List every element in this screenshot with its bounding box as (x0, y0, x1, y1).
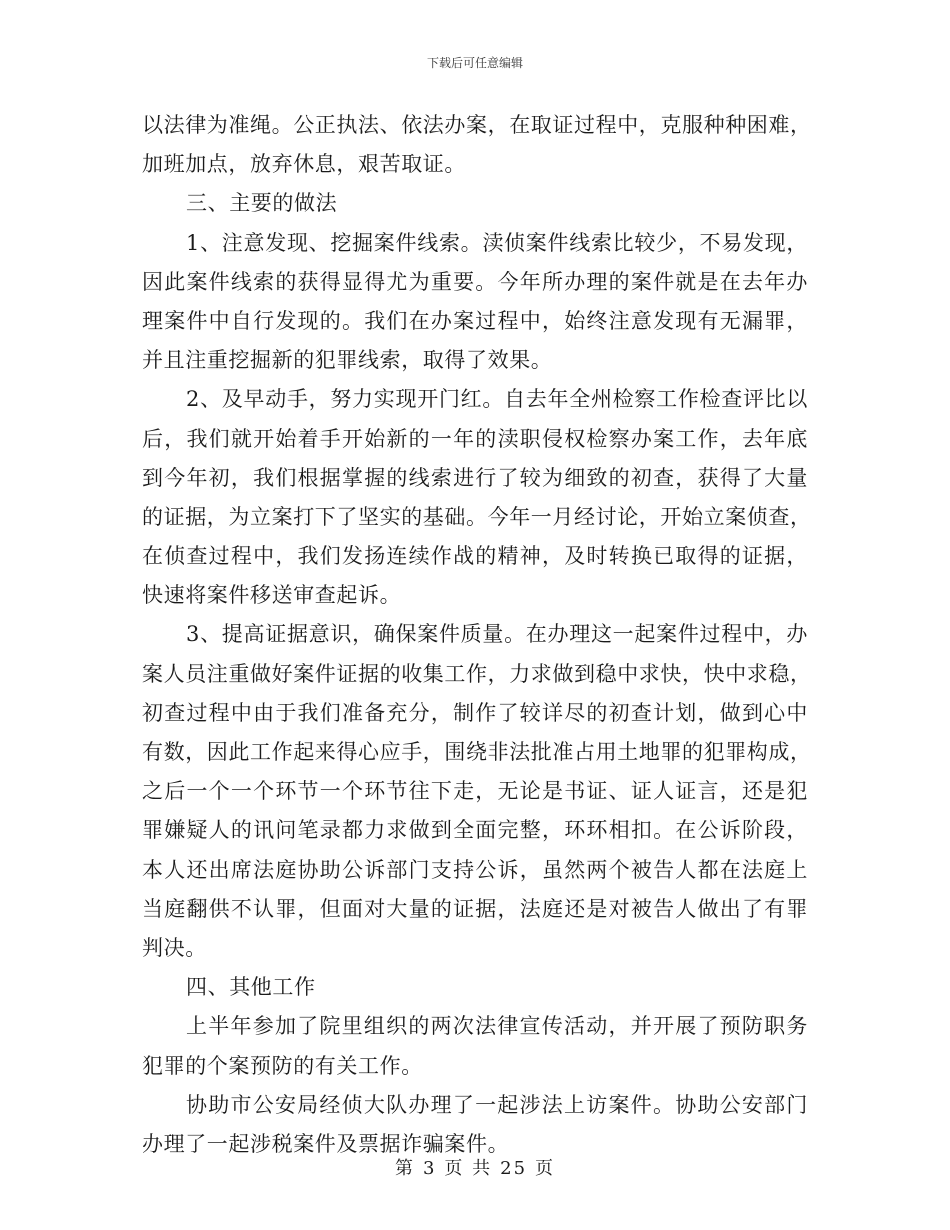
paragraph-line: 因此案件线索的获得显得尤为重要。今年所办理的案件就是在去年办 (142, 269, 808, 294)
paragraph-line: 案人员注重做好案件证据的收集工作，力求做到稳中求快，快中求稳， (142, 661, 812, 686)
paragraph-line: 并且注重挖掘新的犯罪线索，取得了效果。 (142, 348, 553, 373)
paragraph-line: 犯罪的个案预防的有关工作。 (142, 1053, 423, 1078)
paragraph-line: 理案件中自行发现的。我们在办案过程中，始终注意发现有无漏罪， (142, 308, 808, 333)
paragraph-line: 当庭翻供不认罪，但面对大量的证据，法庭还是对被告人做出了有罪 (142, 896, 808, 921)
paragraph-line: 判决。 (142, 935, 207, 960)
section-heading: 四、其他工作 (186, 975, 316, 1000)
paragraph-line: 上半年参加了院里组织的两次法律宣传活动，并开展了预防职务 (186, 1014, 808, 1039)
footer-page-number: 3 (422, 1158, 437, 1179)
paragraph-line: 到今年初，我们根据掌握的线索进行了较为细致的初查，获得了大量 (142, 465, 808, 490)
page-header-note: 下载后可任意编辑 (426, 56, 523, 70)
footer-prefix: 第 (394, 1158, 415, 1179)
paragraph-line: 后，我们就开始着手开始新的一年的渎职侵权检察办案工作，去年底 (142, 426, 808, 451)
page-footer (0, 1154, 950, 1180)
paragraph-line: 有数，因此工作起来得心应手，围绕非法批准占用土地罪的犯罪构成， (142, 740, 812, 764)
paragraph-line: 1、注意发现、挖掘案件线索。渎侦案件线索比较少，不易发现， (186, 230, 808, 255)
paragraph-line: 罪嫌疑人的讯问笔录都力求做到全面完整，环环相扣。在公诉阶段， (142, 818, 808, 843)
footer-middle: 页 共 (444, 1158, 493, 1179)
paragraph-line: 以法律为准绳。公正执法、依法办案，在取证过程中，克服种种困难， (142, 113, 812, 137)
paragraph-line: 初查过程中由于我们准备充分，制作了较详尽的初查计划，做到心中 (142, 700, 808, 725)
footer-suffix: 页 (535, 1158, 556, 1179)
footer-total-pages: 25 (500, 1158, 528, 1179)
paragraph-line: 在侦查过程中，我们发扬连续作战的精神，及时转换已取得的证据， (142, 544, 808, 569)
document-body (142, 106, 812, 1164)
section-heading: 三、主要的做法 (186, 191, 338, 216)
paragraph-line: 快速将案件移送审查起诉。 (142, 583, 402, 608)
paragraph-line: 加班加点，放弃休息，艰苦取证。 (142, 152, 466, 177)
paragraph-line: 本人还出席法庭协助公诉部门支持公诉，虽然两个被告人都在法庭上 (142, 857, 808, 882)
paragraph-line: 协助市公安局经侦大队办理了一起涉法上访案件。协助公安部门 (186, 1092, 808, 1117)
paragraph-line: 的证据，为立案打下了坚实的基础。今年一月经讨论，开始立案侦查， (142, 504, 812, 529)
paragraph-line: 2、及早动手，努力实现开门红。自去年全州检察工作检查评比以 (186, 387, 808, 412)
paragraph-line: 办理了一起涉税案件及票据诈骗案件。 (142, 1131, 510, 1156)
paragraph-line: 3、提高证据意识，确保案件质量。在办理这一起案件过程中，办 (186, 622, 808, 647)
paragraph-line: 之后一个一个环节一个环节往下走，无论是书证、证人证言，还是犯 (142, 779, 808, 804)
